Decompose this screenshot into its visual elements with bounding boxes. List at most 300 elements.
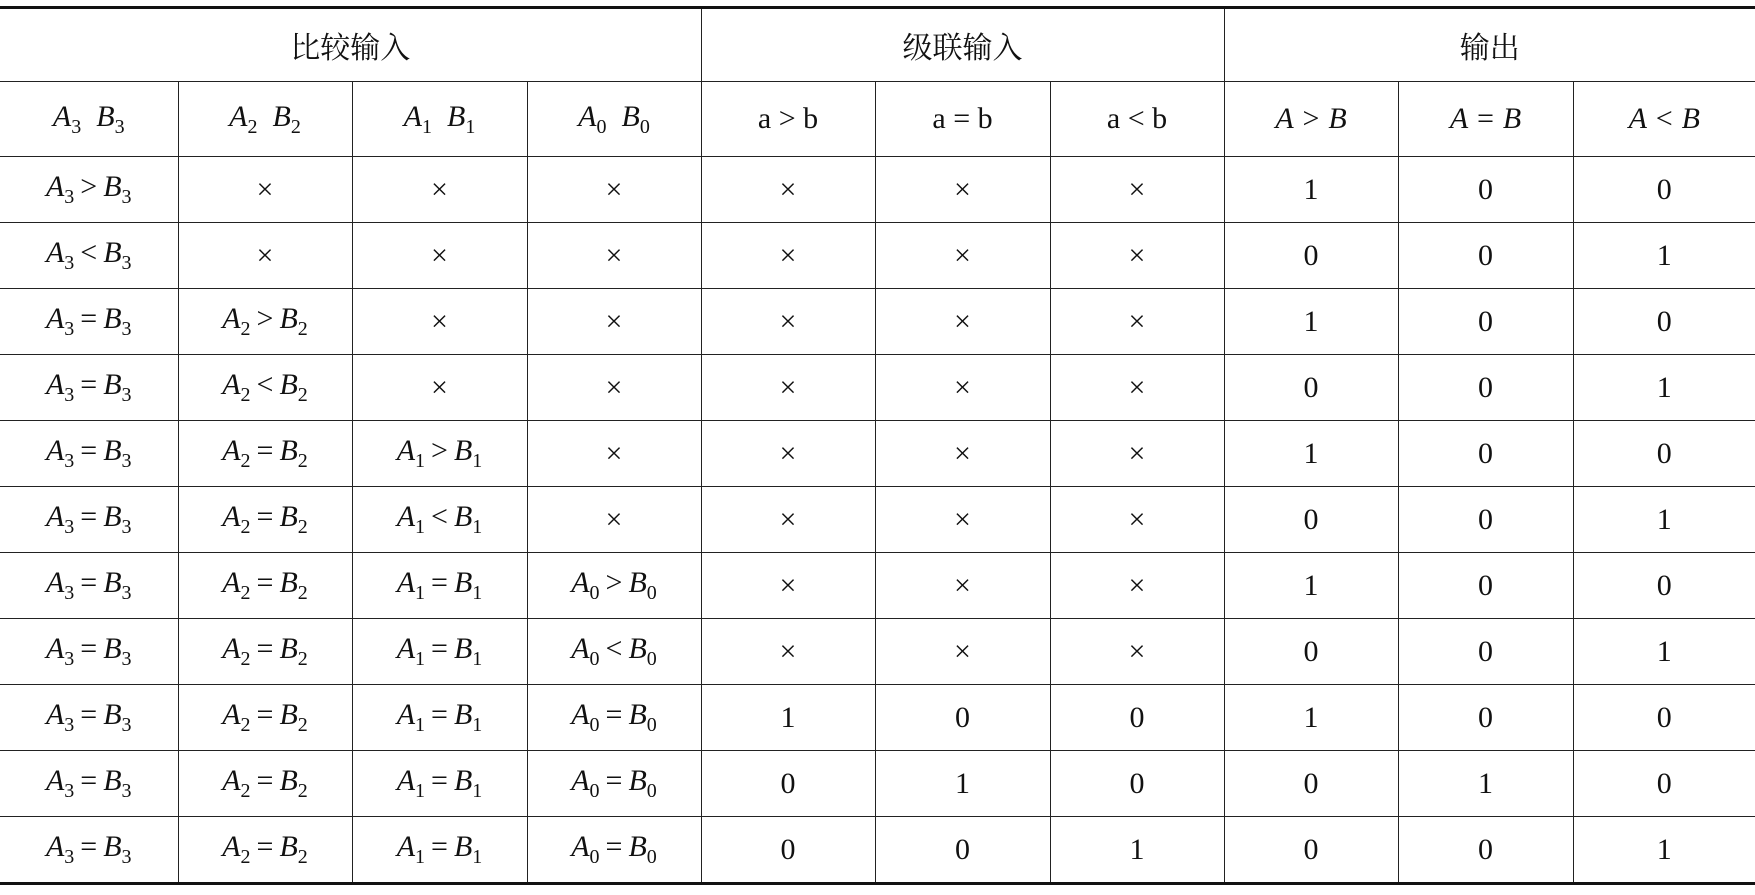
- dont-care-cell: [1050, 355, 1224, 421]
- dont-care-cell: [701, 157, 875, 223]
- subscript: 2: [290, 115, 301, 138]
- dont-care-cell: [701, 619, 875, 685]
- subscript: 3: [121, 648, 132, 670]
- dont-care-cell: [1050, 223, 1224, 289]
- var-b: B: [103, 566, 122, 599]
- table-row: [0, 421, 1755, 487]
- var-a: A: [222, 764, 241, 797]
- subscript: 1: [465, 115, 476, 138]
- var-a: A: [222, 566, 241, 599]
- value-cell: 0: [1398, 421, 1573, 487]
- var-a: A: [571, 632, 590, 665]
- value-cell: 0: [1224, 223, 1398, 289]
- var-b: B: [96, 99, 115, 133]
- var-a: A: [222, 500, 241, 533]
- dont-care-cell: [178, 223, 352, 289]
- dont-care-cell: [875, 421, 1050, 487]
- dont-care-mark: ×: [779, 172, 797, 206]
- value-cell: 0: [1398, 817, 1573, 884]
- value-cell: 1: [1573, 355, 1755, 421]
- subscript: 0: [646, 582, 657, 604]
- column-header-2: [352, 82, 527, 157]
- comparison-cell: [352, 619, 527, 685]
- var-b: B: [628, 830, 647, 863]
- subscript: 1: [472, 450, 483, 472]
- dont-care-mark: ×: [1128, 304, 1146, 338]
- var-a: A: [396, 434, 416, 467]
- value-cell: 1: [1398, 751, 1573, 817]
- operator: <: [256, 368, 274, 401]
- value-cell: 0: [1398, 487, 1573, 553]
- value-cell: 0: [1398, 619, 1573, 685]
- subscript: 3: [64, 450, 75, 472]
- subscript: 3: [121, 384, 132, 406]
- subscript: 2: [297, 582, 308, 604]
- dont-care-cell: [1050, 619, 1224, 685]
- subscript: 3: [64, 186, 75, 208]
- operator: =: [605, 698, 623, 731]
- dont-care-cell: [352, 355, 527, 421]
- operator: =: [431, 698, 448, 731]
- var-a: A: [396, 764, 416, 797]
- subscript: 1: [415, 846, 426, 868]
- operator: =: [256, 698, 274, 731]
- column-header-9: [1573, 82, 1755, 157]
- comparison-cell: [178, 553, 352, 619]
- var-a: A: [52, 99, 72, 133]
- var-a: A: [45, 830, 65, 863]
- dont-care-cell: [701, 355, 875, 421]
- operator: =: [256, 830, 274, 863]
- var-b: B: [628, 566, 647, 599]
- subscript: 3: [121, 450, 132, 472]
- subscript: 3: [121, 846, 132, 868]
- value-cell: 0: [1573, 685, 1755, 751]
- subscript: 3: [64, 516, 75, 538]
- table-row: [0, 685, 1755, 751]
- var-a: A: [396, 566, 416, 599]
- column-header-3: [527, 82, 701, 157]
- operator: =: [80, 368, 98, 401]
- dont-care-cell: [875, 157, 1050, 223]
- table-row: [0, 619, 1755, 685]
- dont-care-cell: [527, 157, 701, 223]
- comparison-cell: [352, 685, 527, 751]
- value-cell: 0: [1573, 421, 1755, 487]
- subscript: 3: [114, 115, 125, 138]
- subscript: 2: [240, 318, 251, 340]
- subscript: 1: [472, 648, 483, 670]
- var-a: A: [45, 632, 65, 665]
- column-header-4: a > b: [701, 82, 875, 157]
- dont-care-mark: ×: [605, 172, 623, 206]
- var-b: B: [279, 698, 298, 731]
- subscript: 2: [240, 516, 251, 538]
- subscript: 3: [64, 780, 75, 802]
- subscript: 3: [121, 186, 132, 208]
- var-b: B: [628, 764, 647, 797]
- var-b: B: [453, 434, 473, 467]
- dont-care-mark: ×: [779, 304, 797, 338]
- value-cell: 0: [1224, 487, 1398, 553]
- column-header-5: a = b: [875, 82, 1050, 157]
- comparison-cell: [527, 619, 701, 685]
- subscript: 1: [422, 115, 432, 138]
- dont-care-mark: ×: [1128, 370, 1146, 404]
- subscript: 1: [472, 846, 483, 868]
- dont-care-cell: [701, 289, 875, 355]
- var-b: B: [279, 434, 298, 467]
- dont-care-cell: [352, 289, 527, 355]
- dont-care-cell: [875, 487, 1050, 553]
- value-cell: 0: [1398, 289, 1573, 355]
- operator: =: [431, 830, 448, 863]
- var-b: B: [621, 99, 640, 133]
- value-cell: 0: [1398, 223, 1573, 289]
- dont-care-mark: ×: [954, 634, 971, 668]
- dont-care-mark: ×: [779, 238, 797, 272]
- value-cell: 1: [1573, 487, 1755, 553]
- dont-care-mark: ×: [779, 370, 797, 404]
- subscript: 3: [121, 318, 132, 340]
- value-cell: 0: [1573, 157, 1755, 223]
- subscript: 2: [247, 115, 258, 138]
- subscript: 2: [297, 846, 308, 868]
- operator: =: [80, 566, 98, 599]
- operator: >: [431, 434, 448, 467]
- subscript: 2: [297, 318, 308, 340]
- subscript: 1: [415, 450, 426, 472]
- dont-care-cell: [875, 223, 1050, 289]
- operator: =: [256, 632, 274, 665]
- comparison-cell: [0, 487, 178, 553]
- comparison-cell: [178, 421, 352, 487]
- dont-care-cell: [1050, 553, 1224, 619]
- dont-care-cell: [1050, 289, 1224, 355]
- dont-care-mark: ×: [605, 304, 623, 338]
- var-b: B: [279, 566, 298, 599]
- var-b: B: [103, 500, 122, 533]
- var-b: B: [103, 170, 122, 203]
- var-a: A: [222, 830, 241, 863]
- var-a: A: [396, 500, 416, 533]
- dont-care-mark: ×: [605, 436, 623, 470]
- comparison-cell: [178, 751, 352, 817]
- dont-care-cell: [178, 157, 352, 223]
- subscript: 2: [240, 450, 251, 472]
- dont-care-mark: ×: [605, 370, 623, 404]
- subscript: 1: [472, 516, 483, 538]
- dont-care-mark: ×: [779, 568, 797, 602]
- operator: =: [80, 302, 98, 335]
- dont-care-mark: ×: [431, 304, 448, 338]
- dont-care-mark: ×: [1128, 568, 1146, 602]
- comparison-cell: [0, 619, 178, 685]
- header-text: A > B: [1275, 102, 1347, 135]
- group-header-0: 比较输入: [0, 8, 701, 82]
- var-a: A: [45, 236, 65, 269]
- subscript: 0: [589, 714, 600, 736]
- comparison-cell: [352, 817, 527, 884]
- subscript: 1: [415, 714, 426, 736]
- var-a: A: [396, 698, 416, 731]
- var-b: B: [103, 698, 122, 731]
- dont-care-mark: ×: [954, 568, 971, 602]
- subscript: 3: [121, 714, 132, 736]
- value-cell: 1: [1224, 289, 1398, 355]
- subscript: 1: [415, 780, 426, 802]
- value-cell: 0: [1398, 355, 1573, 421]
- comparison-cell: [352, 421, 527, 487]
- var-a: A: [45, 566, 65, 599]
- subscript: 2: [240, 780, 251, 802]
- var-b: B: [279, 500, 298, 533]
- value-cell: 1: [875, 751, 1050, 817]
- group-header-1: 级联输入: [701, 8, 1224, 82]
- dont-care-cell: [1050, 487, 1224, 553]
- var-b: B: [103, 368, 122, 401]
- header-text: A = B: [1449, 102, 1522, 135]
- dont-care-cell: [701, 553, 875, 619]
- var-b: B: [103, 632, 122, 665]
- subscript: 2: [240, 714, 251, 736]
- sub-header-row: [0, 82, 1755, 157]
- var-a: A: [403, 99, 422, 133]
- subscript: 3: [121, 582, 132, 604]
- value-cell: 0: [701, 751, 875, 817]
- subscript: 3: [71, 115, 82, 138]
- operator: =: [80, 698, 98, 731]
- dont-care-cell: [875, 619, 1050, 685]
- table-row: [0, 355, 1755, 421]
- dont-care-mark: ×: [256, 172, 274, 206]
- table-row: [0, 817, 1755, 884]
- operator: =: [80, 434, 98, 467]
- subscript: 2: [297, 714, 308, 736]
- subscript: 2: [240, 648, 251, 670]
- var-b: B: [272, 99, 291, 133]
- operator: =: [605, 830, 623, 863]
- operator: =: [605, 764, 623, 797]
- value-cell: 0: [875, 817, 1050, 884]
- subscript: 0: [646, 714, 657, 736]
- dont-care-mark: ×: [954, 304, 971, 338]
- var-b: B: [628, 632, 647, 665]
- value-cell: 0: [1398, 553, 1573, 619]
- comparison-cell: [178, 619, 352, 685]
- var-a: A: [45, 500, 65, 533]
- dont-care-mark: ×: [954, 172, 971, 206]
- comparison-cell: [0, 355, 178, 421]
- dont-care-cell: [352, 157, 527, 223]
- var-b: B: [453, 698, 473, 731]
- subscript: 0: [589, 648, 600, 670]
- subscript: 0: [589, 780, 600, 802]
- var-b: B: [279, 632, 298, 665]
- var-a: A: [396, 632, 416, 665]
- subscript: 2: [297, 516, 308, 538]
- var-a: A: [45, 170, 65, 203]
- operator: =: [256, 764, 274, 797]
- operator: =: [80, 500, 98, 533]
- value-cell: 1: [1224, 685, 1398, 751]
- var-b: B: [103, 302, 122, 335]
- dont-care-cell: [527, 223, 701, 289]
- dont-care-cell: [527, 355, 701, 421]
- value-cell: 0: [1398, 157, 1573, 223]
- var-a: A: [45, 368, 65, 401]
- value-cell: 1: [701, 685, 875, 751]
- subscript: 1: [415, 516, 426, 538]
- subscript: 3: [64, 846, 75, 868]
- comparison-cell: [178, 289, 352, 355]
- var-b: B: [447, 99, 466, 133]
- comparison-cell: [178, 487, 352, 553]
- subscript: 3: [121, 516, 132, 538]
- subscript: 3: [121, 780, 132, 802]
- operator: =: [256, 434, 274, 467]
- operator: =: [431, 566, 448, 599]
- table-row: [0, 289, 1755, 355]
- column-header-8: [1398, 82, 1573, 157]
- dont-care-mark: ×: [779, 502, 797, 536]
- comparison-cell: [0, 817, 178, 884]
- operator: =: [80, 830, 98, 863]
- value-cell: 0: [1050, 751, 1224, 817]
- value-cell: 0: [701, 817, 875, 884]
- operator: <: [80, 236, 98, 269]
- comparison-cell: [0, 157, 178, 223]
- operator: =: [256, 566, 274, 599]
- var-b: B: [279, 764, 298, 797]
- subscript: 0: [596, 115, 607, 138]
- table-row: [0, 553, 1755, 619]
- table-row: [0, 751, 1755, 817]
- dont-care-cell: [875, 355, 1050, 421]
- dont-care-mark: ×: [779, 634, 797, 668]
- operator: <: [431, 500, 448, 533]
- dont-care-cell: [875, 553, 1050, 619]
- subscript: 3: [64, 252, 75, 274]
- var-a: A: [222, 368, 241, 401]
- subscript: 0: [589, 582, 600, 604]
- var-b: B: [628, 698, 647, 731]
- subscript: 2: [297, 384, 308, 406]
- subscript: 2: [240, 582, 251, 604]
- var-b: B: [453, 764, 473, 797]
- value-cell: 0: [1224, 619, 1398, 685]
- dont-care-cell: [1050, 421, 1224, 487]
- subscript: 2: [240, 846, 251, 868]
- var-a: A: [45, 698, 65, 731]
- dont-care-mark: ×: [605, 238, 623, 272]
- subscript: 3: [64, 648, 75, 670]
- dont-care-cell: [527, 421, 701, 487]
- subscript: 3: [121, 252, 132, 274]
- operator: =: [431, 632, 448, 665]
- dont-care-mark: ×: [431, 172, 448, 206]
- dont-care-mark: ×: [1128, 238, 1146, 272]
- value-cell: 1: [1573, 223, 1755, 289]
- comparison-cell: [527, 553, 701, 619]
- subscript: 2: [297, 450, 308, 472]
- operator: >: [80, 170, 98, 203]
- subscript: 2: [240, 384, 251, 406]
- var-b: B: [453, 500, 473, 533]
- var-a: A: [45, 764, 65, 797]
- comparison-cell: [0, 685, 178, 751]
- operator: >: [256, 302, 274, 335]
- value-cell: 0: [1224, 355, 1398, 421]
- var-a: A: [45, 302, 65, 335]
- dont-care-cell: [701, 223, 875, 289]
- value-cell: 1: [1224, 157, 1398, 223]
- subscript: 1: [415, 582, 426, 604]
- comparison-cell: [0, 289, 178, 355]
- subscript: 1: [472, 582, 483, 604]
- var-a: A: [222, 302, 241, 335]
- dont-care-mark: ×: [1128, 436, 1146, 470]
- var-a: A: [571, 830, 590, 863]
- var-a: A: [222, 632, 241, 665]
- dont-care-mark: ×: [1128, 502, 1146, 536]
- value-cell: 1: [1573, 619, 1755, 685]
- group-header-2: 输出: [1224, 8, 1755, 82]
- subscript: 0: [646, 846, 657, 868]
- subscript: 0: [589, 846, 600, 868]
- var-b: B: [279, 830, 298, 863]
- dont-care-mark: ×: [954, 502, 971, 536]
- subscript: 3: [64, 384, 75, 406]
- comparison-cell: [527, 817, 701, 884]
- comparison-cell: [527, 751, 701, 817]
- value-cell: 0: [1224, 751, 1398, 817]
- var-a: A: [45, 434, 65, 467]
- var-a: A: [578, 99, 597, 133]
- comparison-cell: [178, 355, 352, 421]
- dont-care-cell: [701, 421, 875, 487]
- table-body: [0, 157, 1755, 884]
- var-b: B: [279, 368, 298, 401]
- value-cell: 1: [1050, 817, 1224, 884]
- subscript: 1: [472, 780, 483, 802]
- comparison-cell: [352, 553, 527, 619]
- var-a: A: [396, 830, 416, 863]
- var-b: B: [103, 434, 122, 467]
- dont-care-mark: ×: [1128, 172, 1146, 206]
- subscript: 1: [472, 714, 483, 736]
- value-cell: 0: [1573, 751, 1755, 817]
- dont-care-mark: ×: [954, 436, 971, 470]
- var-b: B: [279, 302, 298, 335]
- comparison-cell: [0, 751, 178, 817]
- dont-care-mark: ×: [431, 238, 448, 272]
- dont-care-cell: [875, 289, 1050, 355]
- operator: =: [431, 764, 448, 797]
- dont-care-cell: [527, 289, 701, 355]
- dont-care-mark: ×: [431, 370, 448, 404]
- var-a: A: [229, 99, 248, 133]
- column-header-0: [0, 82, 178, 157]
- comparison-cell: [0, 421, 178, 487]
- column-header-7: [1224, 82, 1398, 157]
- comparator-truth-table: [0, 6, 1755, 885]
- table-row: [0, 223, 1755, 289]
- var-a: A: [222, 434, 241, 467]
- dont-care-mark: ×: [1128, 634, 1146, 668]
- subscript: 2: [297, 780, 308, 802]
- subscript: 0: [646, 780, 657, 802]
